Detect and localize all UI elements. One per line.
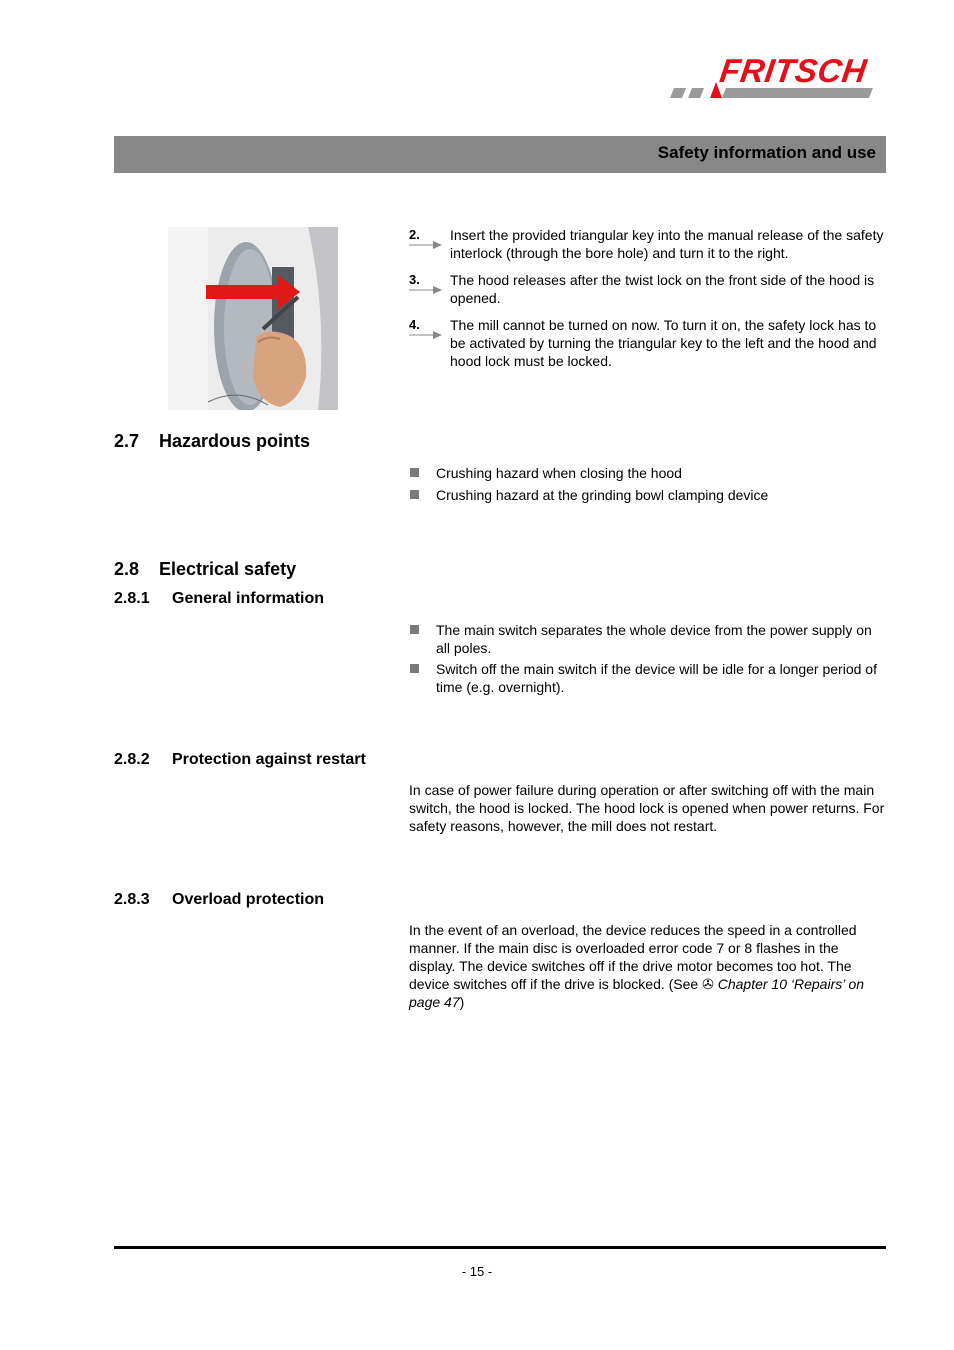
step-arrow-icon [409,241,443,249]
step-number: 2. [409,227,420,242]
heading-title: Protection against restart [172,751,366,768]
list-item [409,486,886,504]
restart-paragraph: In case of power failure during operation or after switching off with the main switch, the hood is locked. The hood lock is opened when power returns. For safety reasons, however, the mill does not restart. [409,782,885,834]
step-arrow-icon [409,331,443,339]
heading-number: 2.8 [114,559,140,579]
list-item-text: Switch off the main switch if the device will be idle for a longer period of time (e.g. overnight). [436,661,877,695]
heading-title: Hazardous points [159,431,311,451]
footer-divider [114,1246,886,1249]
section-title: Safety information and use [657,143,876,162]
overload-text: In the event of an overload, the device reduces the speed in a controlled manner. If the main disc is overloaded error code 7 or 8 flashes in the display. The device switches off if the drive motor becomes too hot. The device switches off if the drive is blocked. (See [409,922,857,992]
heading-protection-against-restart [114,751,366,769]
step-3 [409,271,886,307]
heading-number: 2.7 [114,431,140,451]
list-item [409,464,886,482]
heading-title: General information [172,590,325,607]
step-number: 4. [409,317,420,332]
list-item-text: Crushing hazard at the grinding bowl clamping device [436,487,769,503]
heading-hazardous-points [114,431,310,452]
bullet-square-icon [410,490,419,499]
section-header-bar [114,136,886,173]
heading-title: Overload protection [172,891,325,908]
page-number: - 15 - [461,1264,493,1279]
safety-interlock-photo [168,227,338,410]
bullet-square-icon [410,468,419,477]
overload-text-end: ) [459,994,465,1010]
bullet-square-icon [410,625,419,634]
bullet-square-icon [410,664,419,673]
step-text: The hood releases after the twist lock on the front side of the hood is opened. [450,272,875,306]
list-item-text: Crushing hazard when closing the hood [436,465,682,481]
step-4 [409,316,886,370]
step-arrow-icon [409,286,443,294]
list-item [409,621,886,657]
heading-number: 2.8.2 [114,751,150,768]
step-text: Insert the provided triangular key into the manual release of the safety interlock (through the bore hole) and turn it to the right. [450,227,884,261]
list-item [409,660,886,696]
heading-number: 2.8.1 [114,590,150,607]
heading-overload-protection [114,891,324,909]
overload-paragraph [409,921,886,1011]
list-item-text: The main switch separates the whole device from the power supply on all poles. [436,622,872,656]
heading-general-information [114,590,324,608]
cross-reference-icon: ✇ [702,976,714,992]
step-text: The mill cannot be turned on now. To turn it on, the safety lock has to be activated by turning the triangular key to the left and the hood and hood lock must be locked. [450,317,877,369]
heading-number: 2.8.3 [114,891,150,908]
logo-text: FRITSCH [717,52,870,89]
fritsch-logo [668,52,890,112]
heading-title: Electrical safety [159,559,297,579]
step-2 [409,226,886,262]
heading-electrical-safety [114,559,296,580]
chapter-link[interactable]: Chapter 10 ‘Repairs’ on page 47 [409,976,865,1010]
photo-illustration [168,227,338,410]
step-number: 3. [409,272,420,287]
